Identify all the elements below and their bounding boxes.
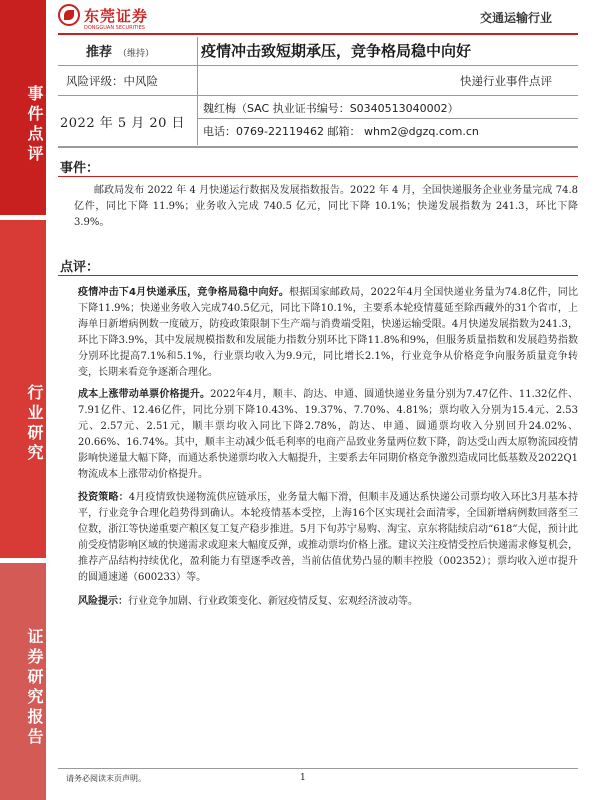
event-heading: 事件： [60, 161, 100, 176]
paragraph-body: 行业竞争加剧、行业政策变化、新冠疫情反复、宏观经济波动等。 [128, 596, 418, 607]
logo-english-text: DONGGUAN SECURITIES [84, 25, 145, 31]
logo-icon [58, 4, 80, 26]
risk-rating: 风险评级：中风险 [66, 74, 158, 88]
paragraph-lead: 成本上涨带动单票价格提升。 [78, 389, 211, 400]
rating-row [58, 37, 578, 65]
rating [86, 41, 154, 60]
vertical-divider [197, 37, 198, 145]
report-type: 快递行业事件点评 [460, 74, 552, 88]
paragraph-lead: 风险提示： [78, 596, 128, 607]
contact-info: 电话：0769-22119462 邮箱： whm2@dgzq.com.cn [203, 125, 479, 138]
paragraph-lead: 疫情冲击下4月快递承压，竞争格局稳中向好。 [78, 287, 290, 298]
sidebar [0, 0, 46, 800]
comment-paragraph-2 [78, 387, 578, 483]
industry-label: 交通运输行业 [479, 11, 552, 25]
page-number: 1 [300, 773, 306, 783]
paragraph-body: 2022年4月，顺丰、韵达、申通、圆通快递业务量分别为7.47亿件、11.32亿件、7.91亿件、12.46亿件，同比分别下降10.43%、19.37%、7.70%、4.81%；票均收入分别为15.4元、2.53元、2.57元、2.51元，顺丰票均收入同比下降2.78%，韵达、申通、圆通票均收入分别回升24.02%、20.66%、16.74%。其中，顺丰主动减少低毛利率的电商产品致业务量两位数下降，韵达受山西太原物流园疫情影响快递量大幅下降，而通达系快递票均收入大幅提升，主要系去年同期价格竞争激烈造成同比低基数及2022Q1物流成本上涨带动价格提升。 [78, 389, 579, 480]
event-paragraph: 邮政局发布 2022 年 4 月快递运行数据及发展指数报告。2022 年 4 月，全国快递服务企业业务量完成 74.8 亿件，同比下降 11.9%；业务收入完成 740.5 亿元，同比下降 10.1%；快递发展指数为 241.3，环比下降 3.9%。 [74, 185, 578, 228]
company-logo [58, 4, 149, 31]
divider [58, 65, 578, 66]
comment-paragraph-1 [78, 285, 578, 381]
report-headline: 疫情冲击致短期承压，竞争格局稳中向好 [201, 42, 472, 60]
comment-paragraph-3 [78, 490, 578, 586]
comment-paragraph-4 [78, 594, 578, 610]
logo-text: 东莞证券 [84, 6, 149, 25]
sidebar-label-securities-report: 证券研究报告 [0, 563, 46, 800]
sidebar-label-event-comment: 事件点评 [0, 0, 46, 215]
author-info: 魏红梅（SAC 执业证书编号：S0340513040002） [203, 102, 459, 115]
footer-divider [58, 768, 578, 769]
section-divider [58, 176, 578, 177]
report-date: 2022 年 5 月 20 日 [60, 116, 186, 131]
section-divider [58, 275, 578, 276]
paragraph-body: 4月疫情致快递物流供应链承压，业务量大幅下滑，但顺丰及通达系快递公司票均收入环比3月基本持平，行业竞争合理化趋势得到确认。本轮疫情基本受控，上海16个区实现社会面清零，全国新增病例数回落至三位数，浙江等快递重要产粮区复工复产稳步推进。5月下旬苏宁易购、淘宝、京东将陆续启动“618”大促，预计此前受疫情影响区域的快递需求或迎来大幅度反弹，或推动票均价格上涨。建议关注疫情受控后快递需求修复机会，推荐产品结构持续优化，盈利能力有望逐季改善，当前估值优势凸显的顺丰控股（002352）；票均收入逆市提升的圆通速递（600233）等。 [78, 492, 578, 583]
sidebar-label-industry-research: 行业研究 [0, 220, 46, 558]
divider [58, 95, 578, 96]
footer-disclaimer: 请务必阅读末页声明。 [66, 774, 146, 783]
rating-sub: （维持） [118, 49, 155, 59]
header-bottom-divider [58, 146, 578, 148]
header-divider [58, 33, 578, 35]
divider [198, 118, 578, 119]
rating-value: 推荐 [86, 45, 113, 60]
comment-heading: 点评： [60, 260, 100, 275]
paragraph-body: 根据国家邮政局，2022年4月全国快递业务量为74.8亿件，同比下降11.9%；快递业务收入完成740.5亿元，同比下降10.1%，主要系本轮疫情蔓延至除西藏外的31个省市，上海单日新增病例数一度破万，防疫政策限制下生产端与消费端受阻，快递运输受限。4月快递发展指数为241.3，环比下降3.9%，其中发展规模指数和发展能力指数分别环比下降11.8%和9%，但服务质量指数和发展趋势指数分别环比提高7.1%和5.1%，行业票均收入为9.9元，同比增长2.1%，行业竞争从价格竞争向服务质量竞争转变，长期来看竞争逐渐合理化。 [78, 287, 578, 378]
paragraph-lead: 投资策略： [78, 492, 129, 503]
